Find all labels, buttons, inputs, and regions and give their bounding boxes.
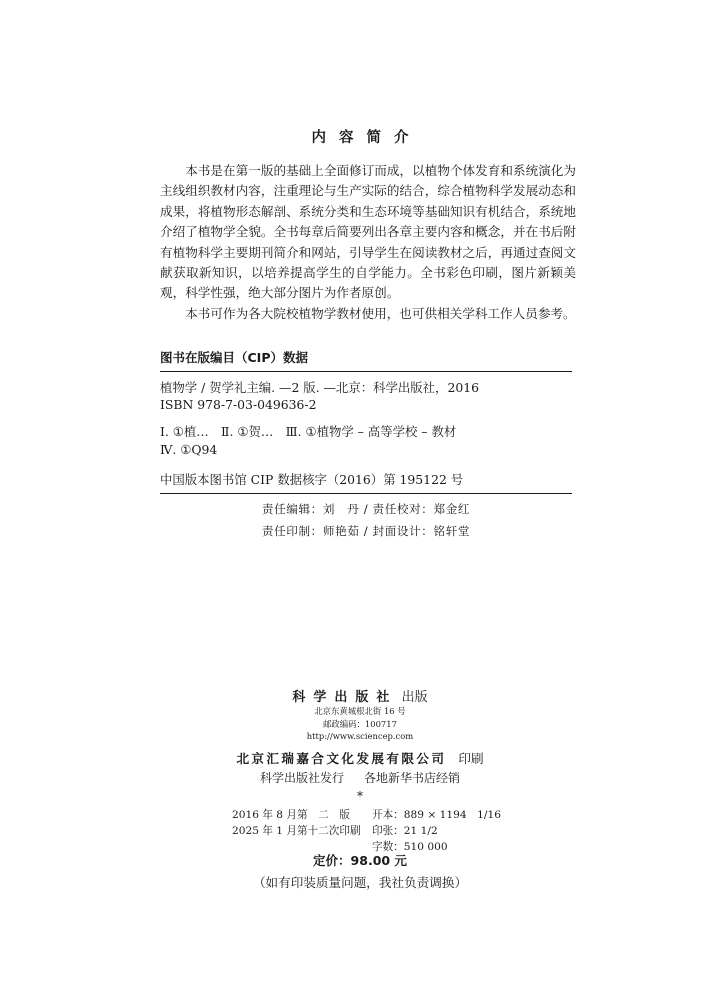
format-info: 开本：889 × 1194 1/16 xyxy=(372,809,501,821)
distribution-seller: 各地新华书店经销 xyxy=(364,771,461,785)
word-count: 字数：510 000 xyxy=(372,841,448,853)
edition-date: 2016 年 8 月第 二 版 xyxy=(232,809,350,821)
publisher-postcode: 邮政编码：100717 xyxy=(323,719,397,729)
cip-bottom-rule xyxy=(160,493,572,494)
intro-paragraph-1: 本书是在第一版的基础上全面修订而成，以植物个体发育和系统演化为主线组织教材内容，注重理论与生产实际的结合，综合植物科学发展动态和成果，将植物形态解剖、系统分类和生态环境等基础知识有机结合，系统地介绍了植物学全貌。全书每章后简要列出各章主要内容和概念，并在书后附有植物科学主要期刊简介和网站，引导学生在阅读教材之后，再通过查阅文献获取新知识，以培养提高学生的自学能力。全书彩色印刷，图片新颖美观，科学性强，绝大部分图片为作者原创。 xyxy=(160,163,576,301)
cip-line-1: 植物学 / 贺学礼主编. —2 版. —北京：科学出版社，2016 xyxy=(160,380,479,395)
cip-title: 图书在版编目（CIP）数据 xyxy=(160,350,308,365)
cip-line-3: Ⅰ. ①植… Ⅱ. ①贺… Ⅲ. ①植物学 – 高等学校 – 教材 xyxy=(160,424,457,439)
printer-line xyxy=(0,748,720,767)
distribution-line xyxy=(0,769,720,786)
cip-line-2: ISBN 978-7-03-049636-2 xyxy=(160,397,317,412)
publisher-website: http://www.sciencep.com xyxy=(306,731,414,741)
intro-title: 内容简介 xyxy=(311,130,422,146)
cip-line-5: 中国版本图书馆 CIP 数据核字（2016）第 195122 号 xyxy=(160,472,464,487)
price: 定价：98.00 元 xyxy=(313,853,407,868)
separator-star: * xyxy=(357,789,363,803)
distribution-issuer: 科学出版社发行 xyxy=(259,771,344,785)
publisher-action: 出版 xyxy=(401,690,428,705)
printing-date: 2025 年 1 月第十二次印刷 xyxy=(232,825,361,837)
intro-body xyxy=(160,161,576,324)
printer-name: 北京汇瑞嘉合文化发展有限公司 xyxy=(236,751,447,766)
publisher-line xyxy=(0,686,720,705)
intro-paragraph-2: 本书可作为各大院校植物学教材使用，也可供相关学科工作人员参考。 xyxy=(185,305,576,321)
credits-line-2: 责任印制：师艳茹 / 封面设计：铭轩堂 xyxy=(261,524,471,538)
cip-top-rule xyxy=(160,371,572,372)
publisher-name: 科学出版社 xyxy=(292,690,398,705)
printer-action: 印刷 xyxy=(458,751,484,766)
publisher-address: 北京东黄城根北街 16 号 xyxy=(314,706,406,716)
sheet-count: 印张：21 1/2 xyxy=(372,825,438,837)
cip-line-4: Ⅳ. ①Q94 xyxy=(160,442,218,457)
credits-line-1: 责任编辑：刘 丹 / 责任校对：郑金红 xyxy=(261,502,471,516)
quality-notice: （如有印装质量问题，我社负责调换） xyxy=(252,875,468,890)
